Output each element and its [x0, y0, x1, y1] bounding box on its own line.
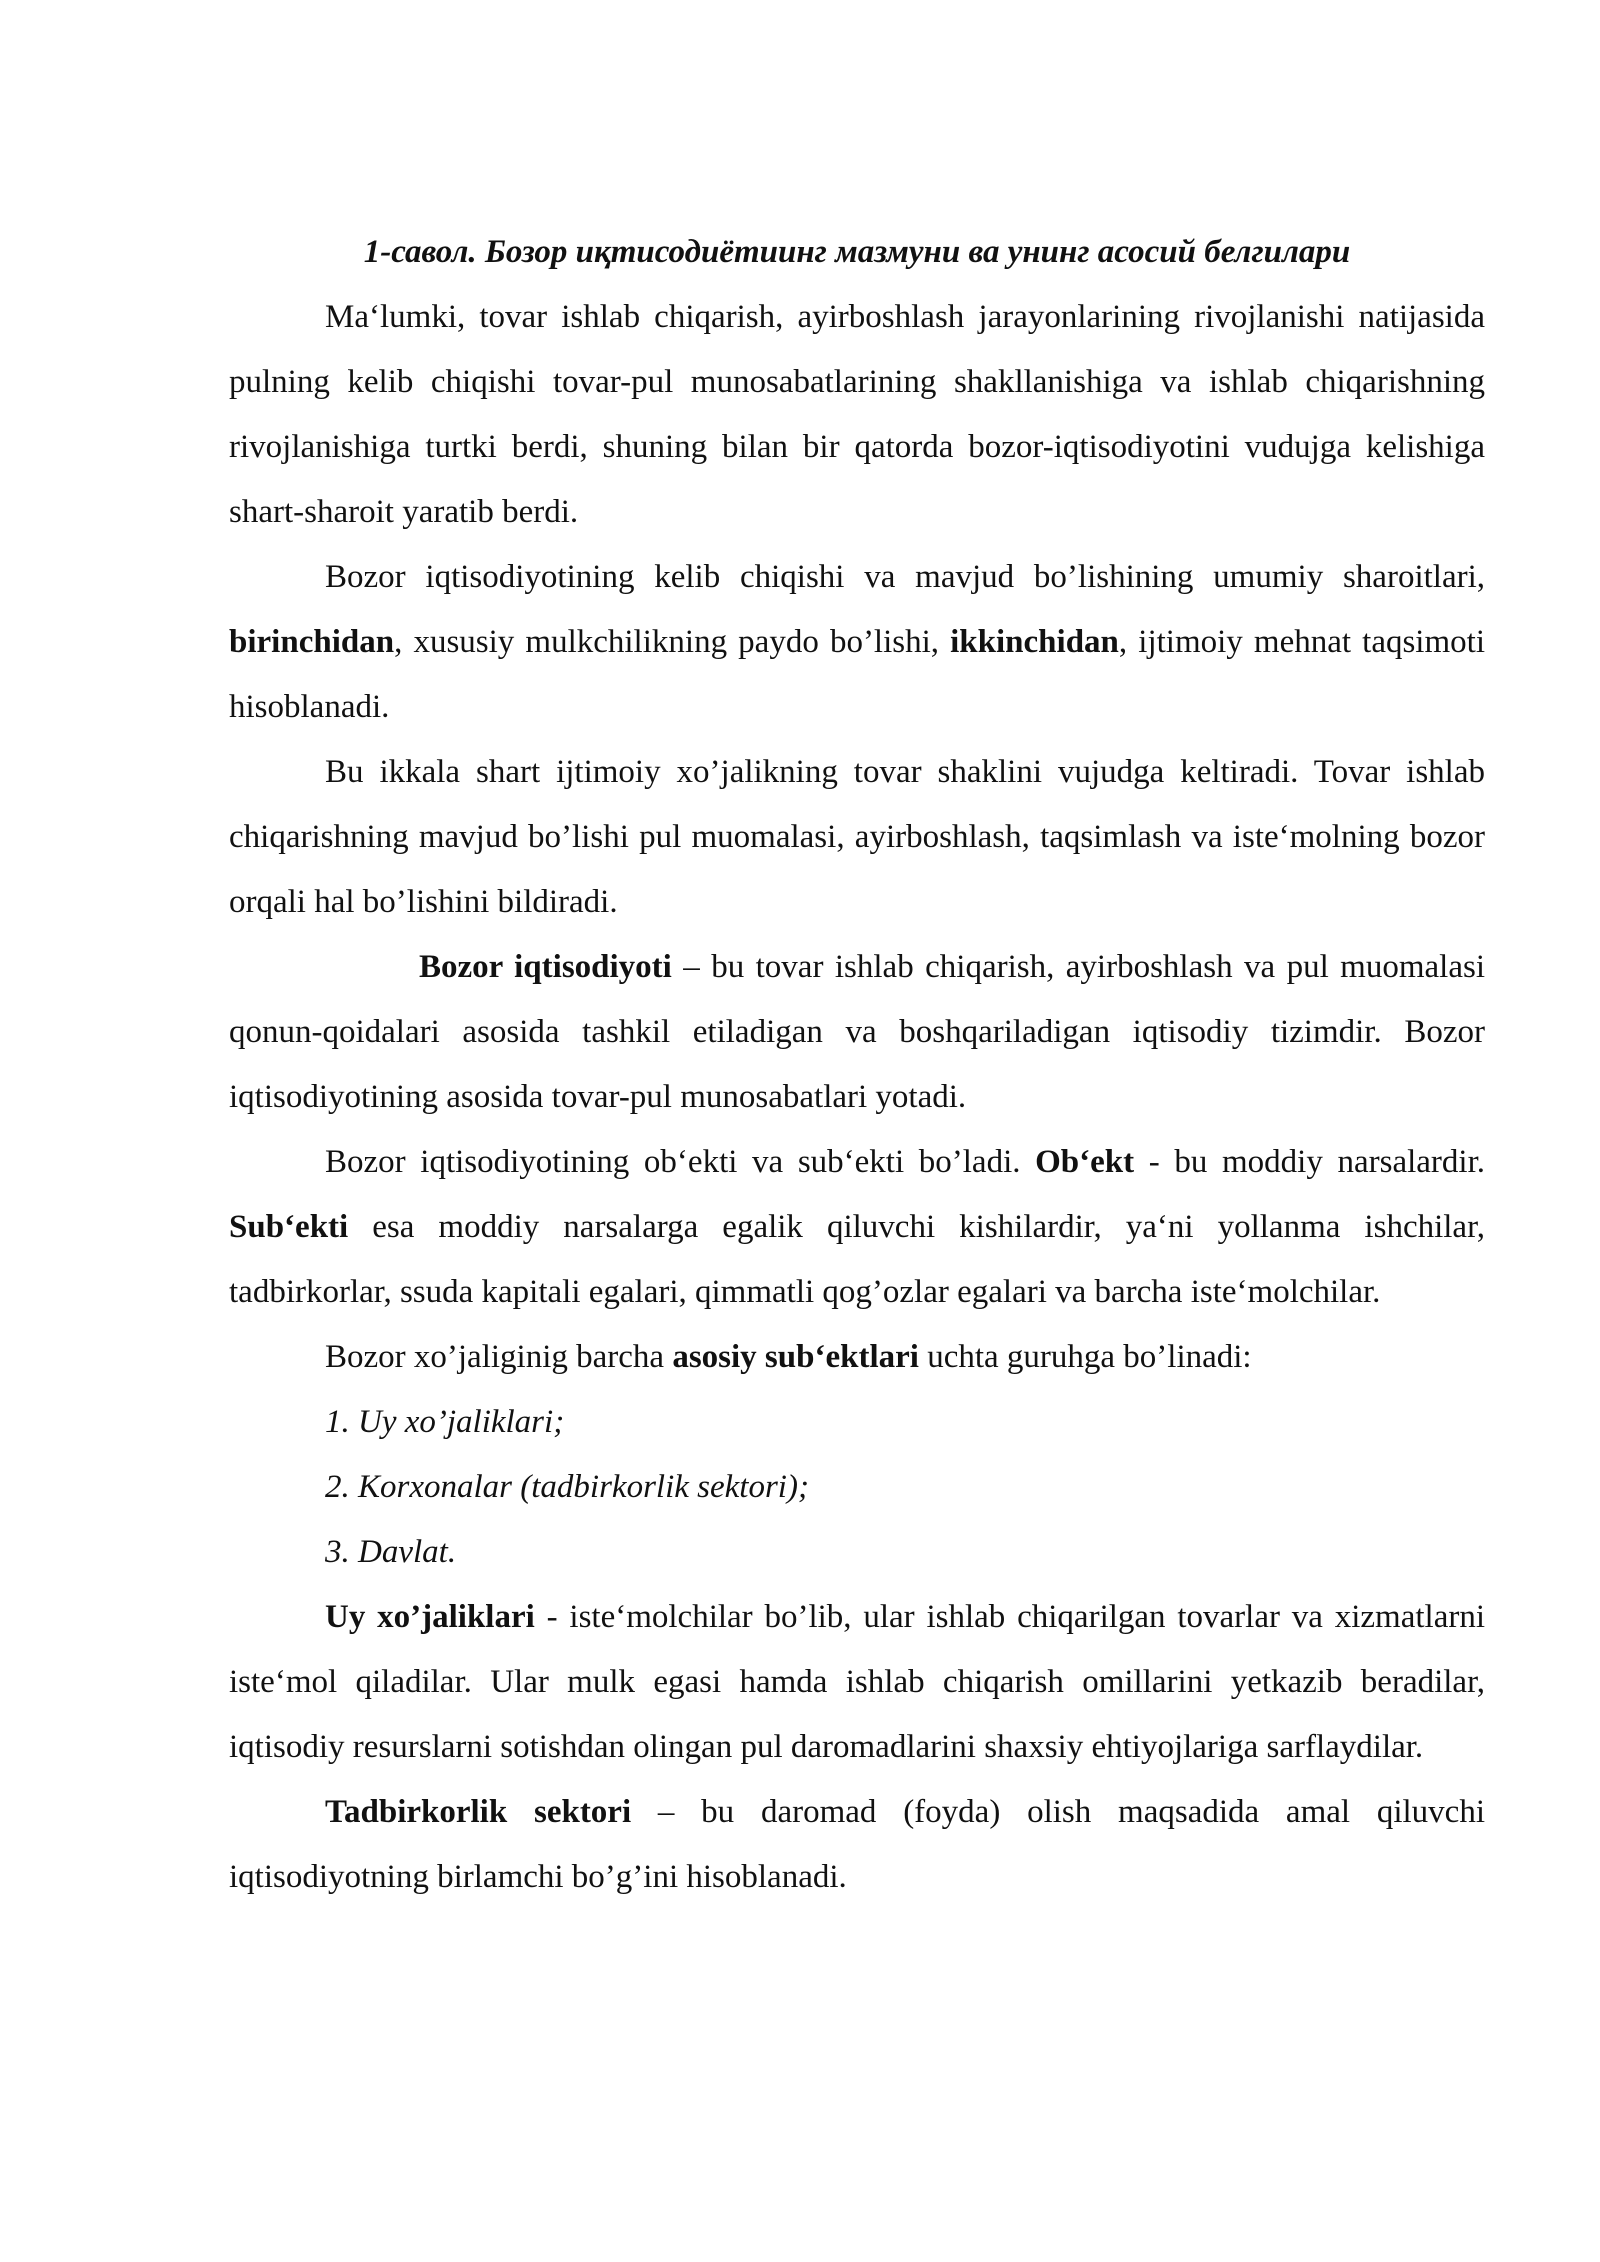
paragraph-text: esa moddiy narsalarga egalik qiluvchi kishilardir, ya‘ni yollanma ishchilar, tadbirkorlar, ssuda kapitali egalari, qimmatli qog’ozlar egalari va barcha iste‘molchilar.: [229, 1209, 1485, 1310]
term-tadbirkorlik-sektori: Tadbirkorlik sektori: [325, 1794, 632, 1830]
document-page: [229, 220, 1485, 1910]
paragraph-text: – bu daromad (foyda) olish maqsadida amal qiluvchi iqtisodiyotning birlamchi bo’g’ini hisoblanadi.: [229, 1794, 1485, 1895]
paragraph-text: , ijtimoiy mehnat taqsimoti hisoblanadi.: [229, 624, 1485, 725]
term-obekt: Ob‘ekt: [1035, 1144, 1135, 1180]
section-heading: 1-савол. Бозор иқтисодиётиинг мазмуни ва унинг асосий белгилари: [363, 234, 1351, 270]
paragraph-text: Bozor xo’jaliginig barcha: [325, 1339, 673, 1375]
paragraph-intro: Ma‘lumki, tovar ishlab chiqarish, ayirboshlash jarayonlarining rivojlanishi natijasida pulning kelib chiqishi tovar-pul munosabatlarining shakllanishiga va ishlab chiqarishning rivojlanishiga turtki berdi, shuning bilan bir qatorda bozor-iqtisodiyotini vudujga kelishiga shart-sharoit yaratib berdi.: [229, 299, 1485, 530]
term-uy-xojaliklari: Uy xo’jaliklari: [325, 1599, 535, 1635]
term-subekti: Sub‘ekti: [229, 1209, 349, 1245]
paragraph-main-subjects: [229, 1325, 1485, 1390]
term-ikkinchidan: ikkinchidan: [950, 624, 1119, 660]
paragraph-text: - iste‘molchilar bo’lib, ular ishlab chiqarilgan tovarlar va xizmatlarni iste‘mol qiladilar. Ular mulk egasi hamda ishlab chiqarish omillarini yetkazib beradilar, iqtisodiy resurslarni sotishdan olingan pul daromadlarini shaxsiy ehtiyojlariga sarflaydilar.: [229, 1599, 1486, 1765]
paragraph-commodity-form: Bu ikkala shart ijtimoiy xo’jalikning tovar shaklini vujudga keltiradi. Tovar ishlab chiqarishning mavjud bo’lishi pul muomalasi, ayirboshlash, taqsimlash va iste‘molning bozor orqali hal bo’lishini bildiradi.: [229, 754, 1485, 920]
paragraph-conditions: [229, 545, 1485, 740]
paragraph-households: [229, 1585, 1485, 1780]
term-asosiy-subektlari: asosiy sub‘ektlari: [672, 1339, 919, 1375]
term-bozor-iqtisodiyoti: Bozor iqtisodiyoti: [419, 949, 672, 985]
list-item: 3. Davlat.: [325, 1534, 457, 1570]
paragraph-text: – bu tovar ishlab chiqarish, ayirboshlash va pul muomalasi qonun-qoidalari asosida tashkil etiladigan va boshqariladigan iqtisodiy tizimdir. Bozor iqtisodiyotining asosida tovar-pul munosabatlari yotadi.: [229, 949, 1485, 1115]
paragraph-text: uchta guruhga bo’linadi:: [918, 1339, 1252, 1375]
paragraph-business-sector: [229, 1780, 1485, 1910]
paragraph-text: - bu moddiy narsalardir.: [1134, 1144, 1485, 1180]
paragraph-object-subject: [229, 1130, 1485, 1325]
paragraph-text: Bozor iqtisodiyotining ob‘ekti va sub‘ekti bo’ladi.: [325, 1144, 1036, 1180]
term-birinchidan: birinchidan: [229, 624, 395, 660]
paragraph-definition: [229, 935, 1485, 1130]
list-item: 1. Uy xo’jaliklari;: [325, 1404, 565, 1440]
list-item: 2. Korxonalar (tadbirkorlik sektori);: [325, 1469, 809, 1505]
paragraph-text: , xususiy mulkchilikning paydo bo’lishi,: [394, 624, 951, 660]
paragraph-text: Bozor iqtisodiyotining kelib chiqishi va mavjud bo’lishining umumiy sharoitlari,: [325, 559, 1485, 595]
